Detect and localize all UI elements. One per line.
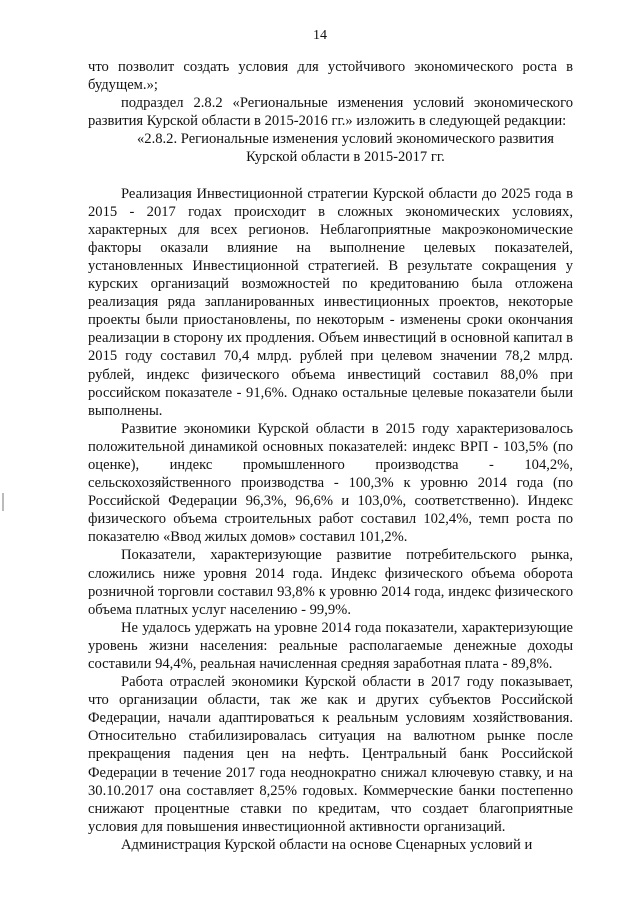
spacer [88,167,573,185]
paragraph-economy-2015: Развитие экономики Курской области в 2015 году характеризовалось положительной динамикой основных показателей: индекс ВРП - 103,5% (по оценке), индекс промышленного производства - 104,2%, сельскохозяйственного производства - 100,3% к уровню 2014 года (по Российской Федерации 96,3%, 96,6% и 103,0%, соответственно). Индекс физического объема строительных работ составил 102,4%, темп роста по показателю «Ввод жилых домов» составил 101,2%. [88,420,573,546]
paragraph-consumer-market: Показатели, характеризующие развитие потребительского рынка, сложились ниже уровня 2014 года. Индекс физического объема оборота розничной торговли составил 93,8% к уровню 2014 года, индекс физического объема платных услуг населению - 99,9%. [88,547,573,618]
paragraph-living-standards: Не удалось удержать на уровне 2014 года показатели, характеризующие уровень жизни населения: реальные располагаемые денежные доходы составили 94,4%, реальная начисленная средняя заработная плата - 89,8%. [88,619,573,672]
paragraph-economy-2017: Работа отраслей экономики Курской области в 2017 году показывает, что организации области, так же как и других субъектов Российской Федерации, начали адаптироваться к реальным условиям хозяйствования. Относительно стабилизировалась ситуация на валютном рынке после прекращения падения цен на нефть. Центральный банк Российской Федерации в течение 2017 года неоднократно снижал ключевую ставку, и на 30.10.2017 она составляет 8,25% годовых. Коммерческие банки постепенно снижают процентные ставки по кредитам, что создает благоприятные условия для повышения инвестиционной активности организаций. [88,674,573,835]
scan-edge-mark [2,493,4,511]
document-body [88,58,573,854]
paragraph-investment-strategy: Реализация Инвестиционной стратегии Курской области до 2025 года в 2015 - 2017 годах происходит в сложных экономических условиях, характерных для всех регионов. Неблагоприятные макроэкономические факторы оказали влияние на выполнение целевых показателей, установленных Инвестиционной стратегией. В результате сокращения у курских организаций возможностей по кредитованию была отложена реализация ряда запланированных инвестиционных проектов, некоторые проекты были приостановлены, по некоторым - изменены сроки окончания реализации в сторону их продления. Объем инвестиций в основной капитал в 2015 году составил 70,4 млрд. рублей при целевом значении 78,2 млрд. рублей, индекс физического объема инвестиций составил 88,0% при российском показателе - 91,6%. Однако остальные целевые показатели были выполнены. [88,185,573,419]
paragraph-amendment: подраздел 2.8.2 «Региональные изменения условий экономического развития Курской области в 2015-2016 гг.» изложить в следующей редакции: [88,95,573,130]
paragraph-administration: Администрация Курской области на основе Сценарных условий и [121,836,533,853]
page-number: 14 [313,28,327,43]
paragraph-continuation: что позволит создать условия для устойчивого экономического роста в будущем.»; [88,59,573,94]
section-title: «2.8.2. Региональные изменения условий экономического развития Курской области в 2015-2017 гг. [136,131,555,166]
